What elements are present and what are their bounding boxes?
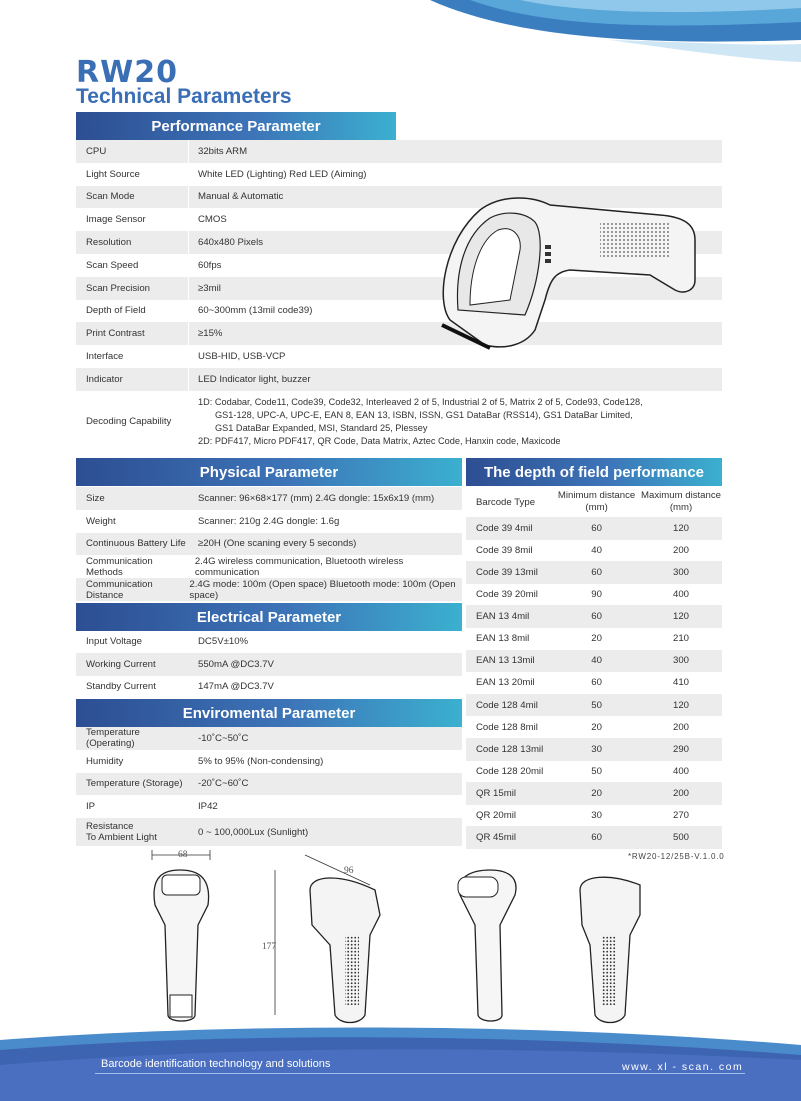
environmental-label: Humidity bbox=[86, 755, 124, 767]
performance-label: Depth of Field bbox=[86, 305, 146, 317]
dof-max-distance: 400 bbox=[672, 589, 689, 601]
environmental-label: Temperature (Storage) bbox=[86, 778, 183, 790]
physical-row bbox=[76, 578, 462, 601]
performance-label: Light Source bbox=[86, 168, 140, 180]
dof-header: The depth of field performance bbox=[466, 458, 722, 486]
environmental-value: -10˚C~50˚C bbox=[198, 732, 249, 744]
physical-label: Size bbox=[86, 492, 105, 504]
performance-label: Resolution bbox=[86, 237, 132, 249]
dof-row bbox=[466, 760, 722, 783]
dof-min-distance: 30 bbox=[591, 810, 602, 822]
performance-row bbox=[76, 368, 722, 391]
ambient-value: 0 ~ 100,000Lux (Sunlight) bbox=[198, 826, 309, 838]
performance-label: Scan Mode bbox=[86, 191, 135, 203]
decoding-value bbox=[188, 396, 643, 448]
decoding-line: 1D: Codabar, Code11, Code39, Code32, Interleaved 2 of 5, Industrial 2 of 5, Matrix 2 of 5, Code93, Code128, bbox=[198, 396, 643, 407]
dof-row bbox=[466, 628, 722, 651]
dof-max-distance: 210 bbox=[672, 633, 689, 645]
performance-row bbox=[76, 163, 722, 186]
dof-row bbox=[466, 561, 722, 584]
dof-max-distance: 200 bbox=[672, 544, 689, 556]
performance-value: USB-HID, USB-VCP bbox=[198, 351, 286, 363]
dof-max-distance: 300 bbox=[672, 566, 689, 578]
dof-row bbox=[466, 539, 722, 562]
dof-column-headers bbox=[466, 487, 722, 517]
physical-table bbox=[76, 487, 462, 601]
performance-value: ≥15% bbox=[198, 328, 223, 340]
dof-min-distance: 60 bbox=[591, 832, 602, 844]
dof-row bbox=[466, 517, 722, 540]
dof-row bbox=[466, 716, 722, 739]
dof-max-distance: 200 bbox=[672, 787, 689, 799]
physical-header: Physical Parameter bbox=[76, 458, 462, 486]
physical-value: ≥20H (One scaning every 5 seconds) bbox=[198, 538, 357, 550]
dof-barcode-type: Code 39 8mil bbox=[476, 544, 533, 556]
dof-min-distance: 40 bbox=[591, 544, 602, 556]
environmental-table bbox=[76, 727, 462, 846]
environmental-row bbox=[76, 727, 462, 750]
environmental-row bbox=[76, 818, 462, 846]
scanner-illustration bbox=[430, 190, 705, 360]
dof-row bbox=[466, 804, 722, 827]
dof-row bbox=[466, 650, 722, 673]
performance-label: Scan Speed bbox=[86, 259, 139, 271]
dof-min-distance: 60 bbox=[591, 677, 602, 689]
dimension-depth: 96 bbox=[344, 866, 354, 876]
dof-barcode-type: EAN 13 13mil bbox=[476, 655, 535, 667]
dof-row bbox=[466, 694, 722, 717]
physical-label: Weight bbox=[86, 515, 116, 527]
performance-label: Scan Precision bbox=[86, 282, 150, 294]
performance-value: 60~300mm (13mil code39) bbox=[198, 305, 313, 317]
environmental-row bbox=[76, 750, 462, 773]
dof-min-distance: 20 bbox=[591, 787, 602, 799]
environmental-row bbox=[76, 795, 462, 818]
electrical-row bbox=[76, 676, 462, 699]
footer-rule bbox=[95, 1073, 745, 1074]
physical-value: 2.4G wireless communication, Bluetooth wireless communication bbox=[194, 555, 404, 578]
electrical-header: Electrical Parameter bbox=[76, 603, 462, 631]
performance-row bbox=[76, 140, 722, 163]
performance-label: Interface bbox=[86, 351, 124, 363]
dof-min-distance: 90 bbox=[591, 589, 602, 601]
performance-divider bbox=[188, 140, 189, 458]
dof-min-distance: 60 bbox=[591, 566, 602, 578]
dof-row bbox=[466, 672, 722, 695]
performance-value: White LED (Lighting) Red LED (Aiming) bbox=[198, 168, 367, 180]
performance-value: Manual & Automatic bbox=[198, 191, 284, 203]
footer-url: www. xl - scan. com bbox=[622, 1061, 744, 1073]
environmental-label: IP bbox=[86, 801, 96, 813]
electrical-value: DC5V±10% bbox=[198, 635, 249, 647]
dof-barcode-type: Code 39 13mil bbox=[476, 566, 538, 578]
electrical-value: 550mA @DC3.7V bbox=[198, 658, 274, 670]
dof-min-distance: 60 bbox=[591, 522, 602, 534]
dof-min-distance: 50 bbox=[591, 699, 602, 711]
version-code: *RW20-12/25B-V.1.0.0 bbox=[628, 852, 725, 861]
dof-max-distance: 290 bbox=[672, 743, 689, 755]
dof-barcode-type: QR 15mil bbox=[476, 787, 516, 799]
electrical-table bbox=[76, 630, 462, 698]
dof-min-distance: 50 bbox=[591, 765, 602, 777]
environmental-label: Temperature (Operating) bbox=[86, 727, 140, 750]
dimension-width: 68 bbox=[178, 850, 188, 860]
physical-row bbox=[76, 510, 462, 533]
dof-barcode-type: EAN 13 20mil bbox=[476, 677, 535, 689]
decoding-label: Decoding Capability bbox=[86, 416, 172, 428]
scanner-dimension-views bbox=[140, 845, 740, 1035]
environmental-row bbox=[76, 773, 462, 796]
dof-max-distance: 400 bbox=[672, 765, 689, 777]
dof-header-type: Barcode Type bbox=[476, 496, 536, 508]
dof-barcode-type: Code 128 4mil bbox=[476, 699, 538, 711]
dof-row bbox=[466, 782, 722, 805]
decoding-line: GS1 DataBar Expanded, MSI, Standard 25, Plessey bbox=[215, 422, 428, 433]
performance-label: Indicator bbox=[86, 373, 123, 385]
dof-barcode-type: Code 39 20mil bbox=[476, 589, 538, 601]
dof-barcode-type: Code 128 20mil bbox=[476, 765, 544, 777]
electrical-label: Standby Current bbox=[86, 681, 156, 693]
dof-barcode-type: Code 128 13mil bbox=[476, 743, 544, 755]
dof-max-distance: 120 bbox=[672, 611, 689, 623]
model-title: RW20 bbox=[76, 55, 178, 90]
dof-min-distance: 40 bbox=[591, 655, 602, 667]
decoding-row bbox=[76, 391, 722, 453]
performance-value: CMOS bbox=[198, 214, 227, 226]
physical-label: Communication Distance bbox=[86, 578, 153, 601]
environmental-header: Enviromental Parameter bbox=[76, 699, 462, 727]
environmental-value: -20˚C~60˚C bbox=[198, 778, 249, 790]
electrical-value: 147mA @DC3.7V bbox=[198, 681, 274, 693]
dof-max-distance: 270 bbox=[672, 810, 689, 822]
dof-barcode-type: QR 45mil bbox=[476, 832, 516, 844]
footer-tagline: Barcode identification technology and solutions bbox=[101, 1058, 331, 1070]
physical-row bbox=[76, 487, 462, 510]
dof-row bbox=[466, 738, 722, 761]
dof-barcode-type: EAN 13 4mil bbox=[476, 611, 530, 623]
dof-barcode-type: QR 20mil bbox=[476, 810, 516, 822]
page-title: Technical Parameters bbox=[76, 85, 292, 108]
physical-label: Continuous Battery Life bbox=[86, 538, 186, 550]
dof-min-distance: 20 bbox=[591, 721, 602, 733]
performance-value: LED Indicator light, buzzer bbox=[198, 373, 311, 385]
dof-max-distance: 120 bbox=[672, 522, 689, 534]
physical-value: Scanner: 210g 2.4G dongle: 1.6g bbox=[198, 515, 340, 527]
physical-value: 2.4G mode: 100m (Open space) Bluetooth mode: 100m (Open space) bbox=[189, 578, 456, 601]
physical-value: Scanner: 96×68×177 (mm) 2.4G dongle: 15x6x19 (mm) bbox=[198, 492, 435, 504]
performance-label: CPU bbox=[86, 145, 107, 157]
performance-value: 60fps bbox=[198, 259, 222, 271]
decoding-line: 2D: PDF417, Micro PDF417, QR Code, Data Matrix, Aztec Code, Hanxin code, Maxicode bbox=[198, 435, 561, 446]
dof-max-distance: 200 bbox=[672, 721, 689, 733]
dof-barcode-type: EAN 13 8mil bbox=[476, 633, 530, 645]
performance-header: Performance Parameter bbox=[76, 112, 396, 140]
decoding-line: GS1-128, UPC-A, UPC-E, EAN 8, EAN 13, ISBN, ISSN, GS1 DataBar (RSS14), GS1 DataBar Limited, bbox=[215, 409, 633, 420]
electrical-label: Input Voltage bbox=[86, 635, 143, 647]
dof-max-distance: 300 bbox=[672, 655, 689, 667]
performance-label: Print Contrast bbox=[86, 328, 145, 340]
performance-value: ≥3mil bbox=[198, 282, 221, 294]
dof-min-distance: 20 bbox=[591, 633, 602, 645]
dof-row bbox=[466, 583, 722, 606]
electrical-row bbox=[76, 630, 462, 653]
physical-row bbox=[76, 555, 462, 578]
performance-value: 640x480 Pixels bbox=[198, 237, 264, 249]
performance-label: Image Sensor bbox=[86, 214, 146, 226]
dof-min-distance: 60 bbox=[591, 611, 602, 623]
physical-label: Communication Methods bbox=[86, 555, 153, 578]
dof-row bbox=[466, 605, 722, 628]
dof-max-distance: 410 bbox=[672, 677, 689, 689]
dof-max-distance: 120 bbox=[672, 699, 689, 711]
environmental-value: 5% to 95% (Non-condensing) bbox=[198, 755, 324, 767]
dof-barcode-type: Code 39 4mil bbox=[476, 522, 533, 534]
dimension-height: 177 bbox=[262, 942, 277, 952]
environmental-value: IP42 bbox=[198, 801, 218, 813]
physical-row bbox=[76, 533, 462, 556]
dof-max-distance: 500 bbox=[672, 832, 689, 844]
electrical-label: Working Current bbox=[86, 658, 156, 670]
electrical-row bbox=[76, 653, 462, 676]
dof-min-distance: 30 bbox=[591, 743, 602, 755]
dof-table bbox=[466, 487, 722, 849]
performance-value: 32bits ARM bbox=[198, 145, 248, 157]
dof-header-min: Minimum distance (mm) bbox=[557, 490, 636, 513]
ambient-label: Resistance To Ambient Light bbox=[86, 821, 157, 844]
dof-header-max: Maximum distance (mm) bbox=[641, 490, 721, 513]
dof-barcode-type: Code 128 8mil bbox=[476, 721, 538, 733]
